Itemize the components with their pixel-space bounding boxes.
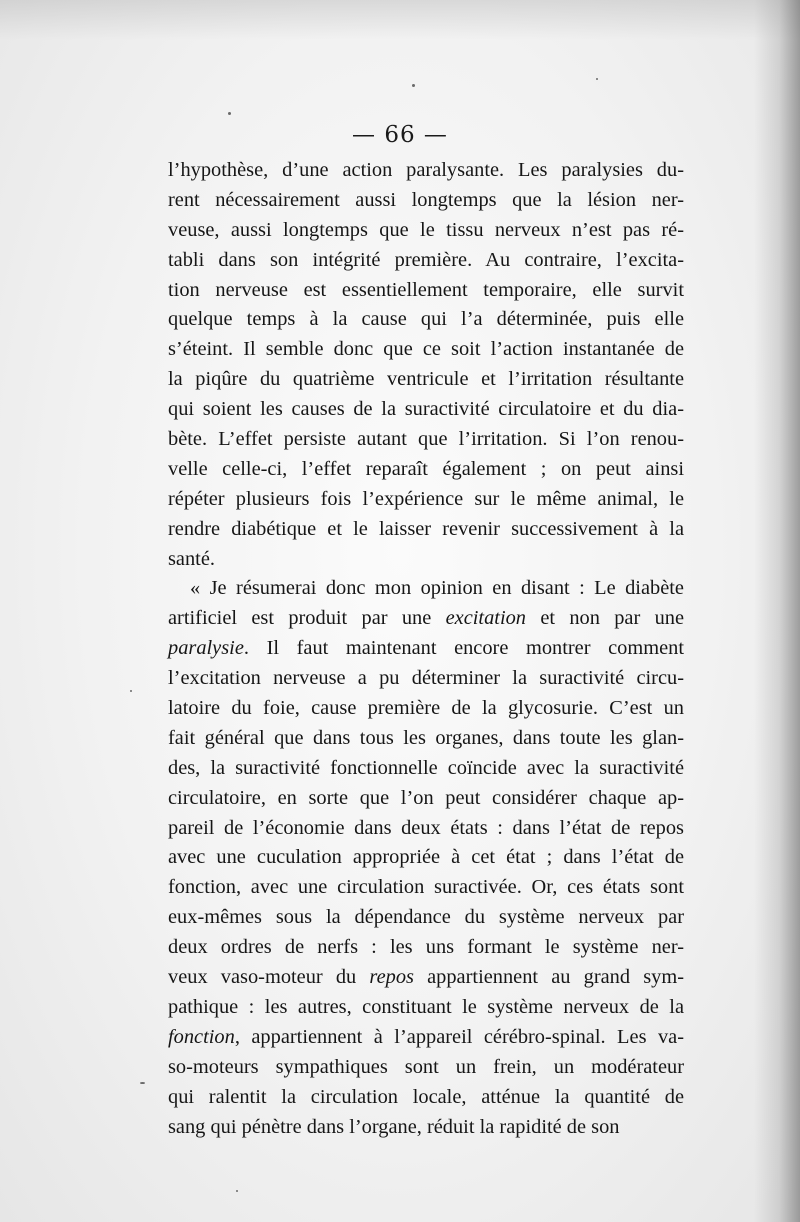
text-line: avec une cuculation appropriée à cet état ; dans l’état de [168, 846, 684, 869]
text-line: rent nécessairement aussi longtemps que la lésion ner- [168, 188, 684, 211]
text-line: tion nerveuse est essentiellement temporaire, elle survit [168, 278, 684, 301]
text-line: l’hypothèse, d’une action paralysante. Les paralysies du- [168, 159, 684, 181]
dust-speck [228, 112, 231, 115]
text-line: l’excitation nerveuse a pu déterminer la suractivité circu- [168, 667, 684, 690]
text-line: velle celle-ci, l’effet reparaît également ; on peut ainsi [168, 457, 684, 480]
text-line: rendre diabétique et le laisser revenir successivement à la [168, 517, 684, 540]
text-line: eux-mêmes sous la dépendance du système nerveux par [168, 906, 684, 929]
dust-speck [412, 84, 415, 87]
dust-speck [130, 690, 132, 692]
dust-speck [596, 78, 598, 80]
text-line: santé. [168, 547, 215, 570]
text-line: so-moteurs sympathiques sont un frein, un modérateur [168, 1055, 684, 1078]
text-line: quelque temps à la cause qui l’a déterminée, puis elle [168, 308, 684, 331]
text-line: artificiel est produit par une excitation et non par une [168, 607, 685, 630]
text-line: pathique : les autres, constituant le système nerveux de la [168, 995, 684, 1018]
text-line: des, la suractivité fonctionnelle coïncide avec la suractivité [168, 756, 684, 779]
text-line: s’éteint. Il semble donc que ce soit l’action instantanée de [168, 338, 684, 361]
text-line: la piqûre du quatrième ventricule et l’irritation résultante [168, 368, 684, 391]
text-line: fait général que dans tous les organes, dans toute les glan- [168, 726, 684, 749]
text-line: fonction, avec une circulation suractivée. Or, ces états sont [168, 876, 684, 899]
page-number: — 66 — [352, 122, 448, 148]
text-line: répéter plusieurs fois l’expérience sur le même animal, le [168, 487, 684, 510]
text-line: veuse, aussi longtemps que le tissu nerveux n’est pas ré- [168, 218, 684, 241]
text-line: qui soient les causes de la suractivité circulatoire et du dia- [168, 398, 684, 421]
text-line: qui ralentit la circulation locale, atténue la quantité de [168, 1085, 684, 1108]
text-line: bète. L’effet persiste autant que l’irritation. Si l’on renou- [168, 428, 684, 451]
text-line: veux vaso-moteur du repos appartiennent au grand sym- [168, 966, 684, 989]
dust-speck [236, 1190, 238, 1192]
text-line: fonction, appartiennent à l’appareil cérébro-spinal. Les va- [168, 1025, 684, 1048]
text-line: sang qui pénètre dans l’organe, réduit la rapidité de son [168, 1115, 620, 1138]
text-line: paralysie. Il faut maintenant encore montrer comment [168, 637, 684, 660]
text-line: latoire du foie, cause première de la glycosurie. C’est un [168, 697, 684, 720]
text-line: circulatoire, en sorte que l’on peut considérer chaque ap- [168, 786, 684, 809]
text-line: pareil de l’économie dans deux états : dans l’état de repos [168, 816, 684, 839]
body-text [168, 156, 684, 1142]
text-line: deux ordres de nerfs : les uns formant le système ner- [168, 936, 684, 959]
text-line: tabli dans son intégrité première. Au contraire, l’excita- [168, 248, 684, 271]
scan-shadow-right [754, 0, 800, 1222]
dust-speck [140, 1082, 145, 1084]
text-line: « Je résumerai donc mon opinion en disant : Le diabète [190, 577, 684, 600]
scan-shadow-top [0, 0, 800, 40]
